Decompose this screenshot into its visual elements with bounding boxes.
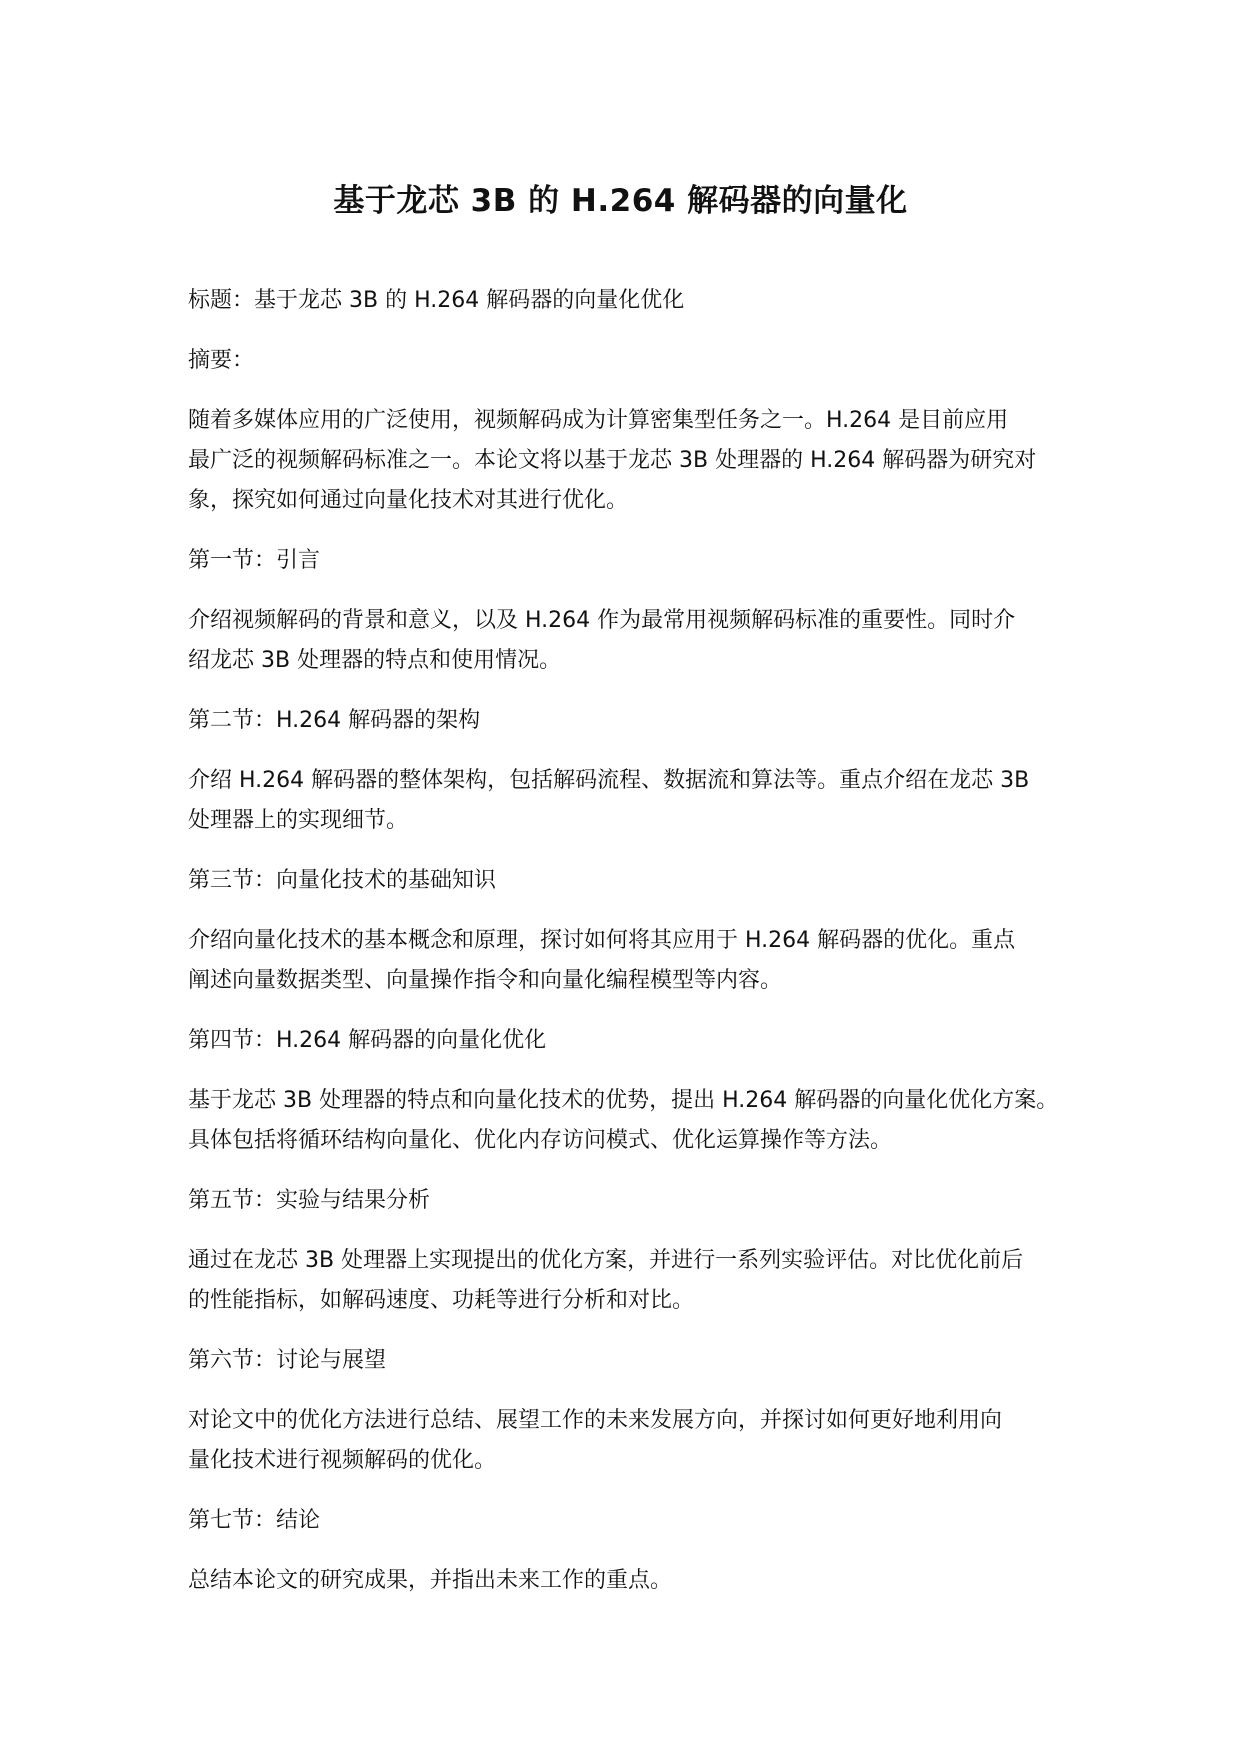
text-line: 对论文中的优化方法进行总结、展望工作的未来发展方向，并探讨如何更好地利用向 [188,1408,1003,1433]
title-line [188,281,1068,321]
text-line: 介绍向量化技术的基本概念和原理，探讨如何将其应用于 H.264 解码器的优化。重点 [188,928,1016,953]
section-paragraph-6 [188,1401,1068,1481]
abstract-heading [188,341,1068,381]
text-line: 随着多媒体应用的广泛使用，视频解码成为计算密集型任务之一。H.264 是目前应用 [188,408,1009,433]
text-line: 第二节：H.264 解码器的架构 [188,708,481,733]
text-line: 基于龙芯 3B 处理器的特点和向量化技术的优势，提出 H.264 解码器的向量化优化方案。 [188,1088,1059,1113]
section-paragraph-5 [188,1241,1068,1321]
text-line: 总结本论文的研究成果，并指出未来工作的重点。 [188,1568,673,1593]
section-heading-2 [188,701,1068,741]
text-line: 量化技术进行视频解码的优化。 [188,1448,497,1473]
section-heading-7 [188,1501,1068,1541]
text-line: 处理器上的实现细节。 [188,808,409,833]
section-heading-5 [188,1181,1068,1221]
text-line: 摘要： [188,348,255,373]
section-paragraph-1 [188,601,1068,681]
section-heading-1 [188,541,1068,581]
text-line: 阐述向量数据类型、向量操作指令和向量化编程模型等内容。 [188,968,783,993]
section-heading-6 [188,1341,1068,1381]
document-title: 基于龙芯 3B 的 H.264 解码器的向量化 [333,183,908,219]
text-line: 绍龙芯 3B 处理器的特点和使用情况。 [188,648,562,673]
text-line: 第五节：实验与结果分析 [188,1188,431,1213]
section-paragraph-2 [188,761,1068,841]
text-line: 第一节：引言 [188,548,321,573]
text-line: 的性能指标，如解码速度、功耗等进行分析和对比。 [188,1288,695,1313]
text-line: 第六节：讨论与展望 [188,1348,387,1373]
text-line: 介绍视频解码的背景和意义，以及 H.264 作为最常用视频解码标准的重要性。同时介 [188,608,1016,633]
text-line: 通过在龙芯 3B 处理器上实现提出的优化方案，并进行一系列实验评估。对比优化前后 [188,1248,1024,1273]
text-line: 第三节：向量化技术的基础知识 [188,868,497,893]
text-line: 象，探究如何通过向量化技术对其进行优化。 [188,488,629,513]
text-line: 介绍 H.264 解码器的整体架构，包括解码流程、数据流和算法等。重点介绍在龙芯 3B [188,768,1030,793]
text-line: 具体包括将循环结构向量化、优化内存访问模式、优化运算操作等方法。 [188,1128,893,1153]
section-heading-4 [188,1021,1068,1061]
document-body [188,281,1068,1621]
section-paragraph-3 [188,921,1068,1001]
text-line: 最广泛的视频解码标准之一。本论文将以基于龙芯 3B 处理器的 H.264 解码器为研究对 [188,448,1037,473]
text-line: 标题：基于龙芯 3B 的 H.264 解码器的向量化优化 [188,288,685,313]
section-paragraph-4 [188,1081,1068,1161]
text-line: 第七节：结论 [188,1508,321,1533]
abstract-paragraph [188,401,1068,521]
section-paragraph-7 [188,1561,1068,1601]
section-heading-3 [188,861,1068,901]
text-line: 第四节：H.264 解码器的向量化优化 [188,1028,547,1053]
